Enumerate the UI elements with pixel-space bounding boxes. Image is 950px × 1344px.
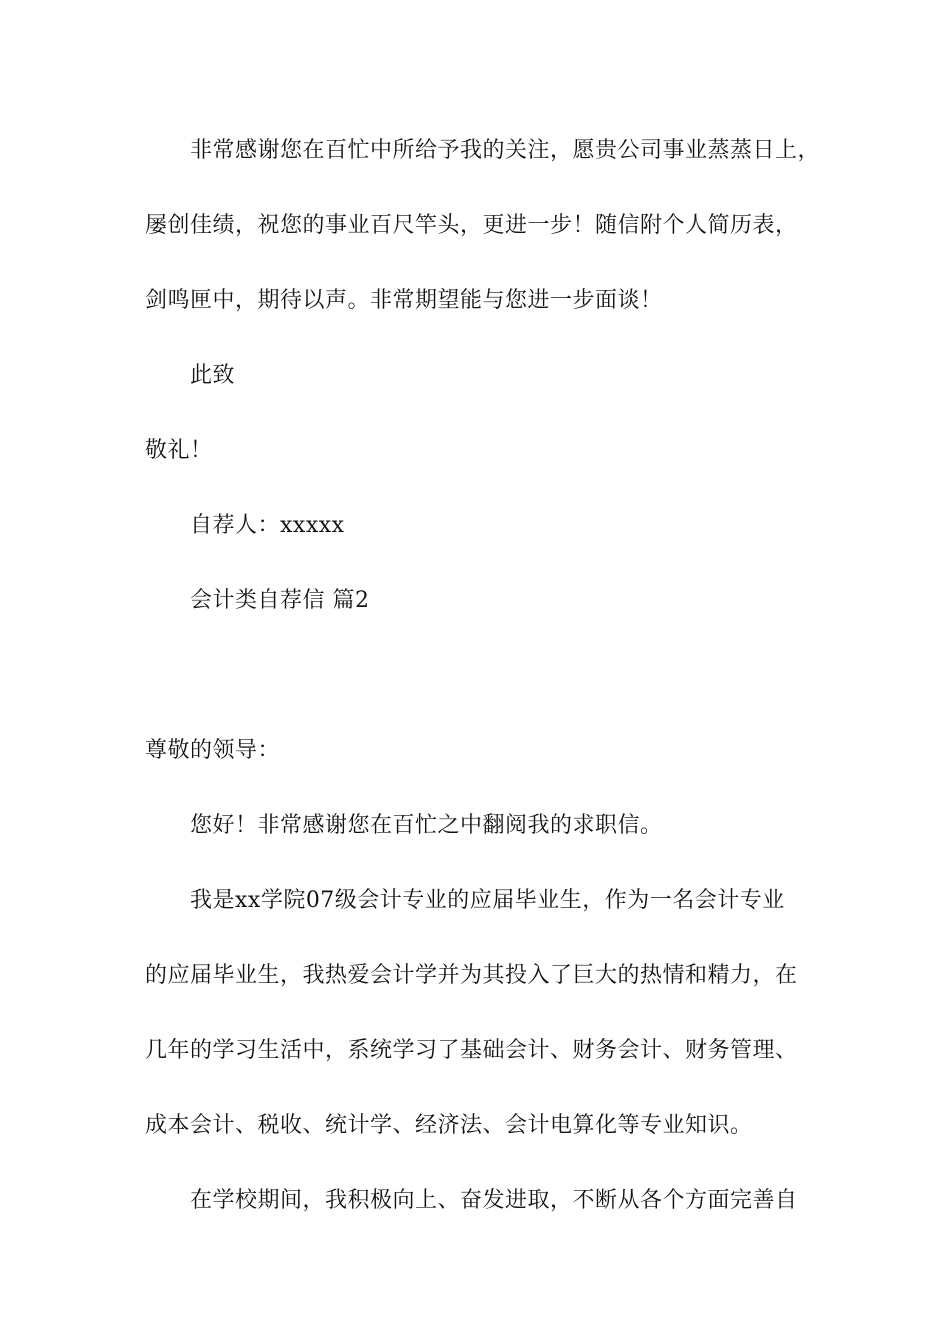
text-line: 成本会计、税收、统计学、经济法、会计电算化等专业知识。 xyxy=(145,1113,753,1138)
text-line: 在学校期间，我积极向上、奋发进取，不断从各个方面完善自 xyxy=(190,1188,798,1213)
closing-salutation: 此致 xyxy=(190,363,236,388)
section-heading: 会计类自荐信 篇2 xyxy=(190,588,370,613)
closing-regards: 敬礼！ xyxy=(145,438,213,463)
text-line: 的应届毕业生，我热爱会计学并为其投入了巨大的热情和精力，在 xyxy=(145,963,798,988)
text-line: 屡创佳绩，祝您的事业百尺竿头，更进一步！随信附个人简历表， xyxy=(145,213,798,238)
text-line: 剑鸣匣中，期待以声。非常期望能与您进一步面谈！ xyxy=(145,288,663,313)
text-line: 我是xx学院07级会计专业的应届毕业生，作为一名会计专业 xyxy=(190,888,785,913)
text-line: 您好！非常感谢您在百忙之中翻阅我的求职信。 xyxy=(190,813,663,838)
text-line: 非常感谢您在百忙中所给予我的关注，愿贵公司事业蒸蒸日上， xyxy=(190,138,821,163)
greeting-line: 尊敬的领导： xyxy=(145,738,281,763)
text-line: 几年的学习生活中，系统学习了基础会计、财务会计、财务管理、 xyxy=(145,1038,798,1063)
signature-line: 自荐人：xxxxx xyxy=(190,513,345,538)
